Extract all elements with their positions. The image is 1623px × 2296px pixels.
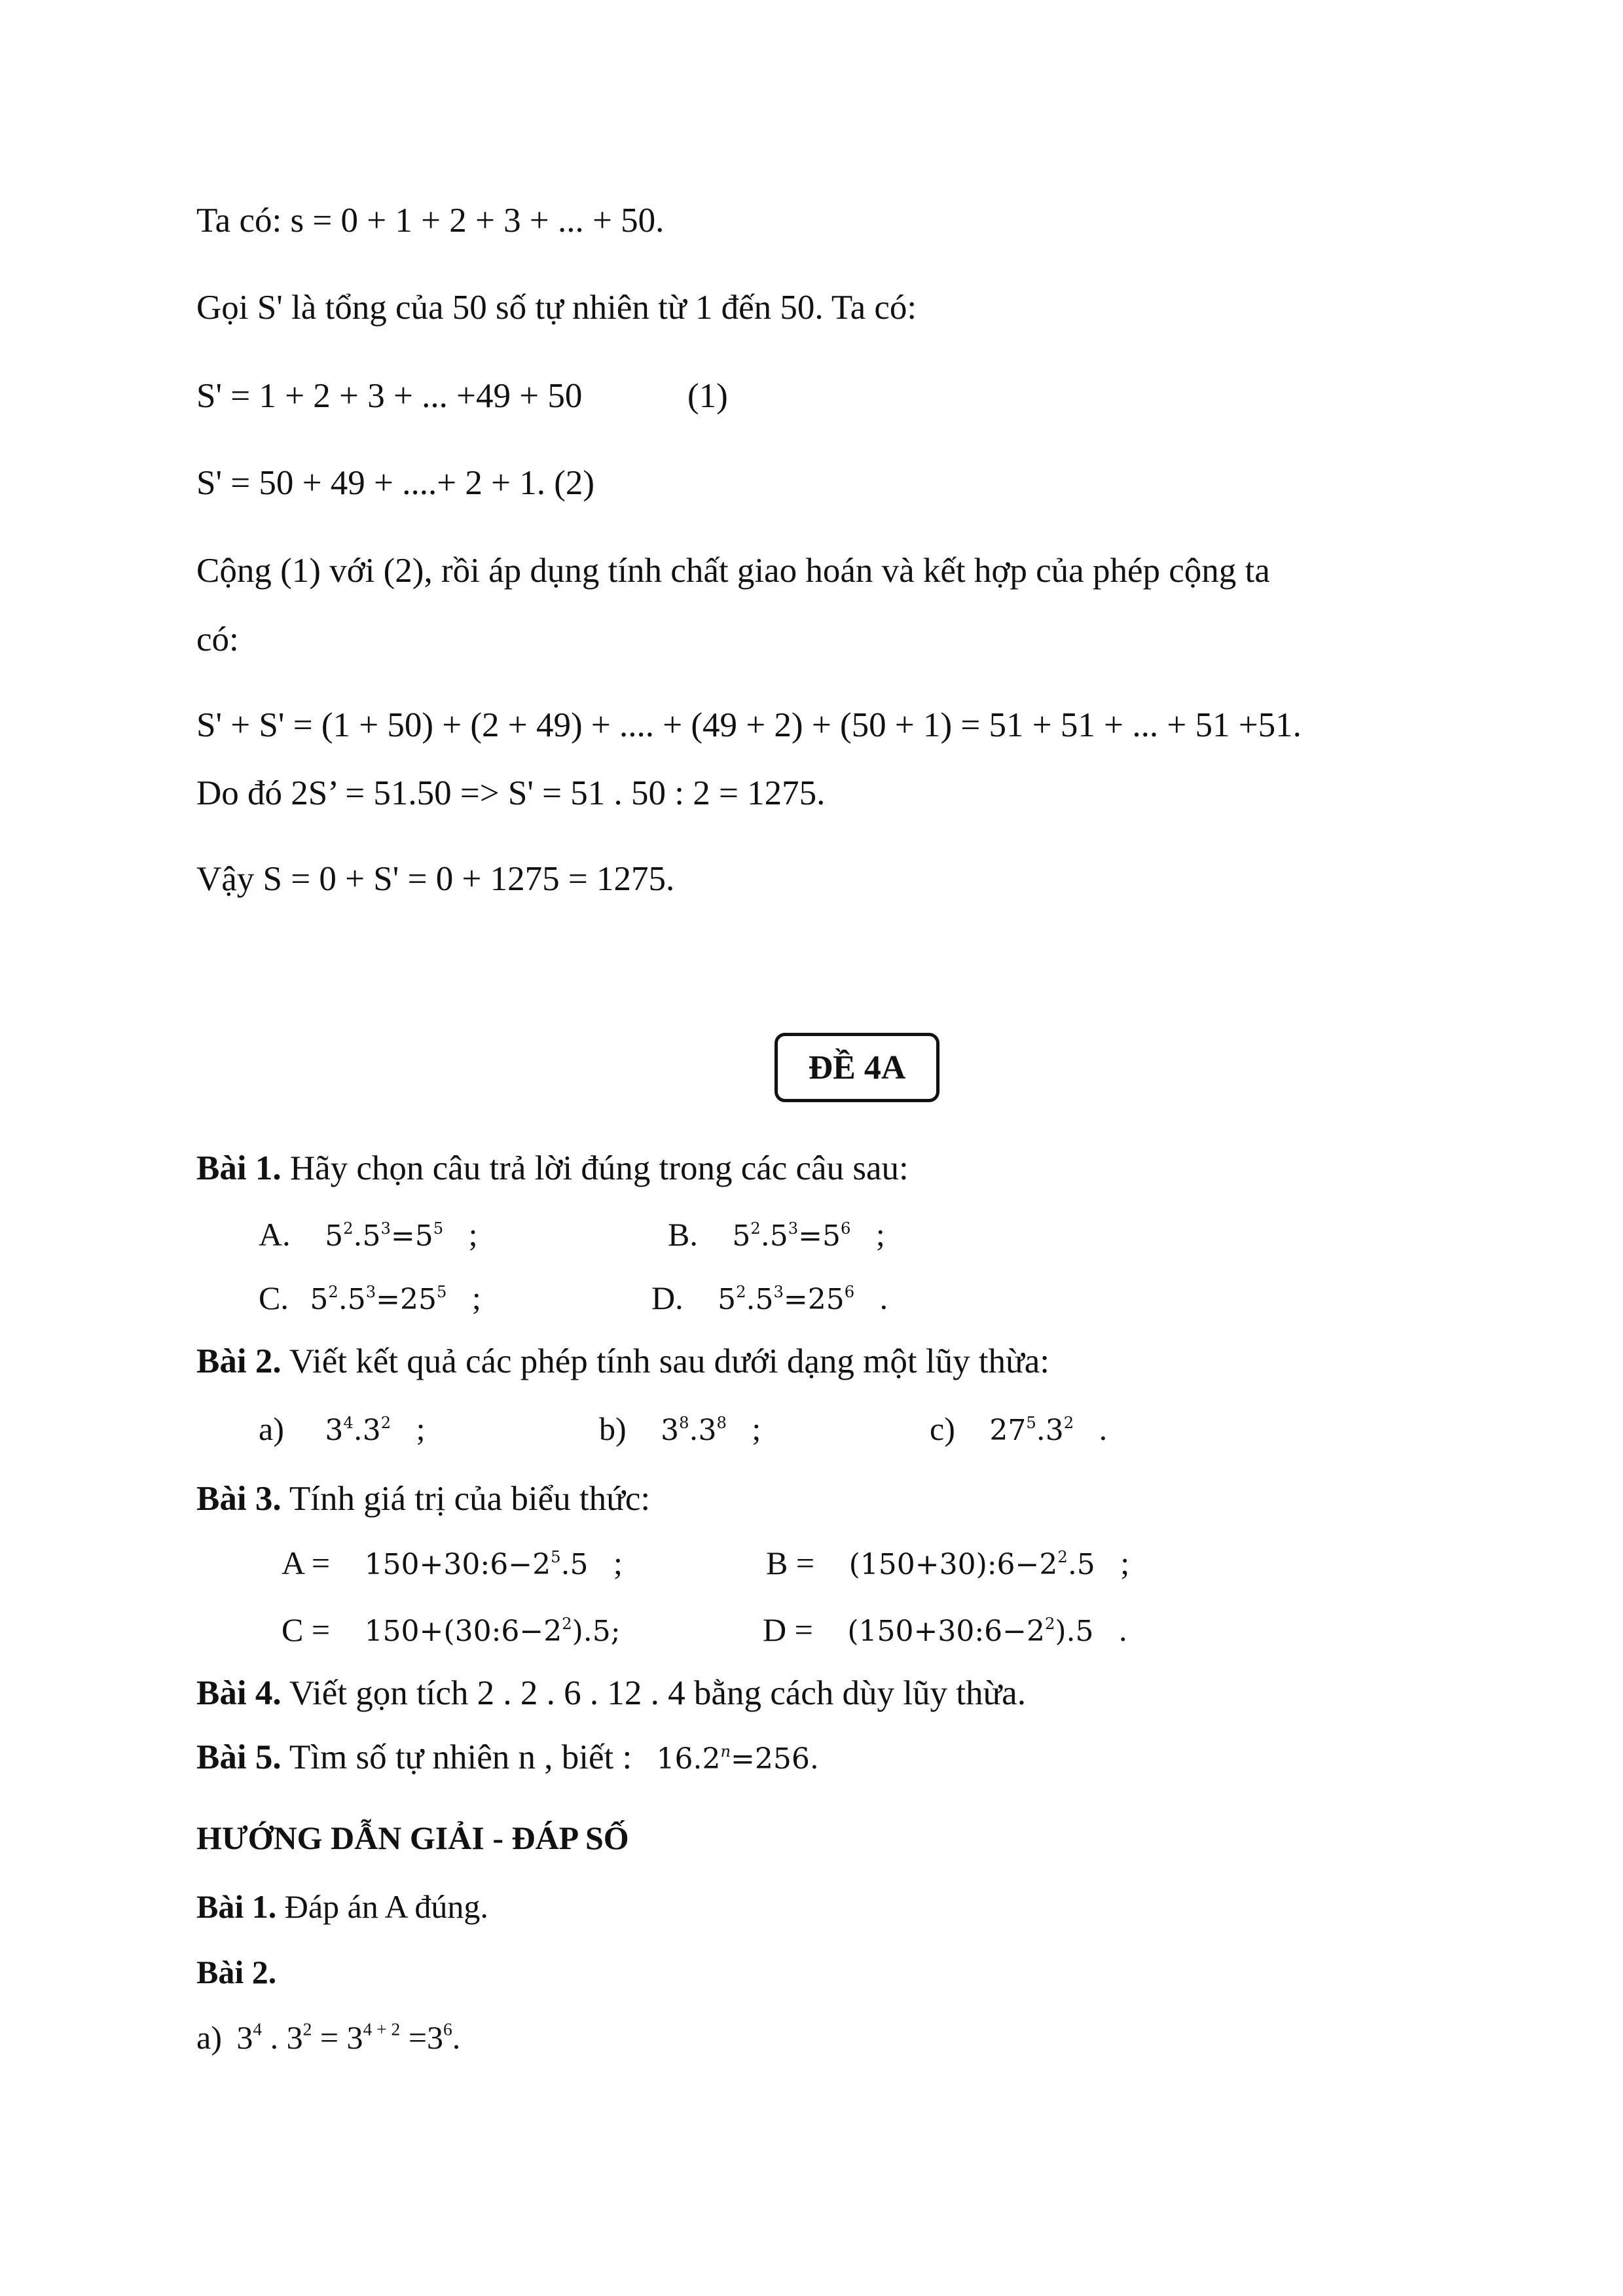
expr-label: D = — [763, 1611, 813, 1648]
item-label: c) — [930, 1410, 955, 1447]
problem-text: Viết gọn tích 2 . 2 . 6 . 12 . 4 bằng cách dùy lũy thừa. — [289, 1674, 1026, 1712]
text-line: S' = 1 + 2 + 3 + ... +49 + 50 — [196, 377, 583, 415]
problem-label: Bài 1. — [196, 1149, 282, 1187]
text-line: S' = 50 + 49 + ....+ 2 + 1. (2) — [196, 464, 595, 502]
item-b: b) $3^8.3^8$ ; — [599, 1410, 761, 1447]
option-a: A. $5^2.5^3=5^5$ ; — [259, 1216, 478, 1253]
text-line: Cộng (1) với (2), rồi áp dụng tính chất giao hoán và kết hợp của phép cộng ta — [196, 552, 1270, 590]
problem-label: Bài 4. — [196, 1674, 282, 1712]
expr-c: $C = 150+(30:6-2^2).5$; — [282, 1611, 621, 1648]
problem-label: Bài 3. — [196, 1480, 282, 1518]
problem-3 — [196, 1479, 650, 1519]
problem-label: Bài 5. — [196, 1738, 282, 1776]
item-label: a) — [259, 1410, 284, 1447]
item-a: a) $3^4.3^2$ ; — [259, 1410, 426, 1447]
text-line: Vậy S = 0 + S' = 0 + 1275 = 1275. — [196, 860, 675, 898]
option-label: D. — [651, 1280, 684, 1316]
expr-label: C = — [282, 1611, 331, 1648]
text-line: Ta có: s = 0 + 1 + 2 + 3 + ... + 50. — [196, 202, 665, 240]
solution-2a: a) $3^4$ . $3^2 = 3^{4 + 2} =3^6$. — [196, 2018, 461, 2056]
option-b: B. $5^2.5^3=5^6$ ; — [668, 1216, 885, 1253]
expr-a: $A = 150+30:6-2^5.5$ ; — [282, 1545, 623, 1581]
expr-d: $D = (150+30:6-2^2).5$ . — [763, 1611, 1127, 1648]
section-title: ĐỀ 4A — [808, 1049, 906, 1086]
solution-heading: HƯỚNG DẪN GIẢI - ĐÁP SỐ — [196, 1820, 629, 1856]
problem-4 — [196, 1674, 1026, 1713]
text-line: Do đó 2S’ = 51.50 => S' = 51 . 50 : 2 = 1275. — [196, 774, 826, 812]
text-line: có: — [196, 620, 239, 658]
expr-label: A = — [282, 1545, 331, 1581]
option-label: A. — [259, 1216, 291, 1253]
item-c: c) $27^5.3^2$ . — [930, 1410, 1108, 1447]
option-label: C. — [259, 1280, 289, 1316]
item-label: b) — [599, 1410, 627, 1447]
expr-b: $B = (150+30):6-2^2.5$ ; — [766, 1545, 1130, 1581]
problem-text: Tìm số tự nhiên n , biết : — [289, 1738, 632, 1776]
problem-text: Viết kết quả các phép tính sau dưới dạng một lũy thừa: — [289, 1342, 1050, 1380]
problem-text: Tính giá trị của biểu thức: — [289, 1480, 651, 1518]
problem-label: Bài 1. — [196, 1888, 277, 1925]
problem-label: Bài 2. — [196, 1342, 282, 1380]
item-label: a) — [196, 2019, 222, 2056]
section-title-box — [775, 1033, 939, 1102]
solution-1 — [196, 1888, 488, 1926]
problem-text: Hãy chọn câu trả lời đúng trong các câu sau: — [289, 1149, 909, 1187]
option-d: D. $5^2.5^3=25^6$ . — [651, 1280, 888, 1316]
solution-text: Đáp án A đúng. — [284, 1888, 488, 1925]
option-c: C. $5^2.5^3=25^5$ ; — [259, 1280, 481, 1316]
problem-1 — [196, 1149, 909, 1189]
problem-5: Bài 5. Tìm số tự nhiên n , biết : $16.2^n=256$. — [196, 1738, 819, 1776]
solution-2-label: Bài 2. — [196, 1954, 277, 1990]
text-line: Gọi S' là tổng của 50 số tự nhiên từ 1 đến 50. Ta có: — [196, 289, 917, 327]
option-label: B. — [668, 1216, 698, 1253]
text-line: S' + S' = (1 + 50) + (2 + 49) + .... + (49 + 2) + (50 + 1) = 51 + 51 + ... + 51 +51. — [196, 706, 1302, 744]
equation-tag: (1) — [687, 377, 728, 415]
problem-2 — [196, 1342, 1049, 1382]
expr-label: B = — [766, 1545, 815, 1581]
